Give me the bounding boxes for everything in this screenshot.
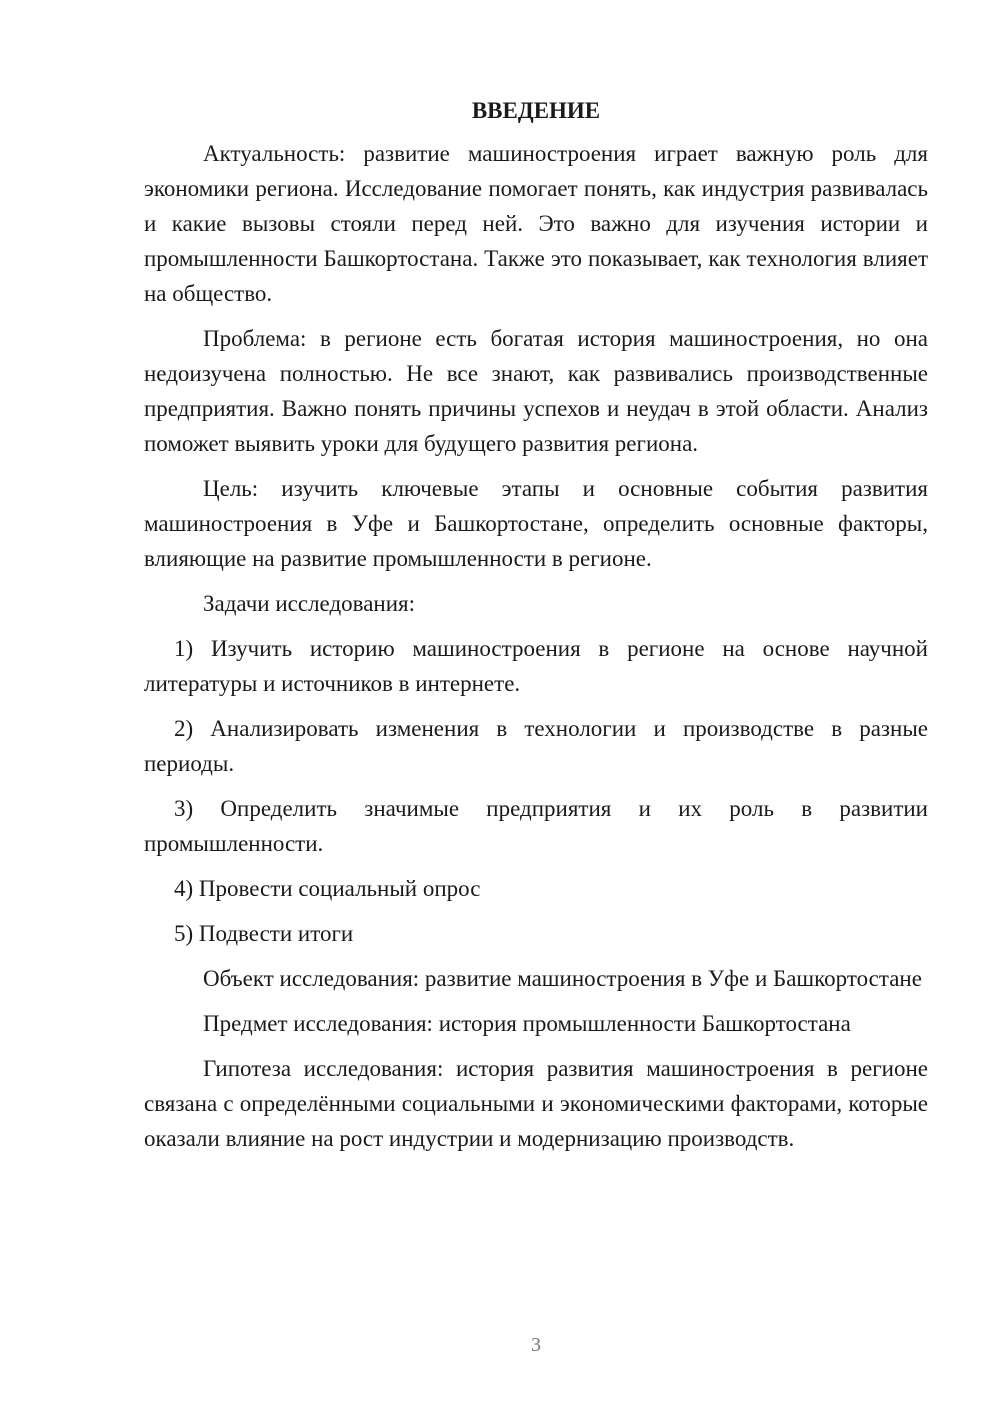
page-number: 3 bbox=[531, 1334, 541, 1356]
list-item: 4) Провести социальный опрос bbox=[174, 876, 481, 901]
tasks-list bbox=[144, 631, 928, 951]
paragraph-relevance: Актуальность: развитие машиностроения играет важную роль для экономики региона. Исследование помогает понять, как индустрия развивалась и какие вызовы стояли перед ней. Это важно для изучения истории и промышленности Башкортостана. Также это показывает, как технология влияет на общество. bbox=[144, 141, 928, 306]
tasks-title: Задачи исследования: bbox=[203, 591, 416, 616]
list-item: 1) Изучить историю машиностроения в регионе на основе научной литературы и источников в интернете. bbox=[144, 636, 928, 696]
list-item: 2) Анализировать изменения в технологии и производстве в разные периоды. bbox=[144, 716, 928, 776]
paragraph-subject: Предмет исследования: история промышленности Башкортостана bbox=[203, 1011, 851, 1036]
list-item: 3) Определить значимые предприятия и их роль в развитии промышленности. bbox=[144, 796, 928, 856]
paragraph-object: Объект исследования: развитие машиностроения в Уфе и Башкортостане bbox=[203, 966, 922, 991]
section-heading: ВВЕДЕНИЕ bbox=[471, 98, 601, 123]
list-item: 5) Подвести итоги bbox=[174, 921, 354, 946]
paragraph-hypothesis: Гипотеза исследования: история развития машиностроения в регионе связана с определёнными социальными и экономическими факторами, которые оказали влияние на рост индустрии и модернизацию производств. bbox=[144, 1056, 928, 1151]
paragraph-problem: Проблема: в регионе есть богатая история машиностроения, но она недоизучена полностью. Не все знают, как развивались производственные предприятия. Важно понять причины успехов и неудач в этой области. Анализ поможет выявить уроки для будущего развития региона. bbox=[144, 326, 928, 456]
paragraph-goal: Цель: изучить ключевые этапы и основные события развития машиностроения в Уфе и Башкортостане, определить основные факторы, влияющие на развитие промышленности в регионе. bbox=[144, 476, 928, 571]
page-content bbox=[144, 96, 928, 1166]
